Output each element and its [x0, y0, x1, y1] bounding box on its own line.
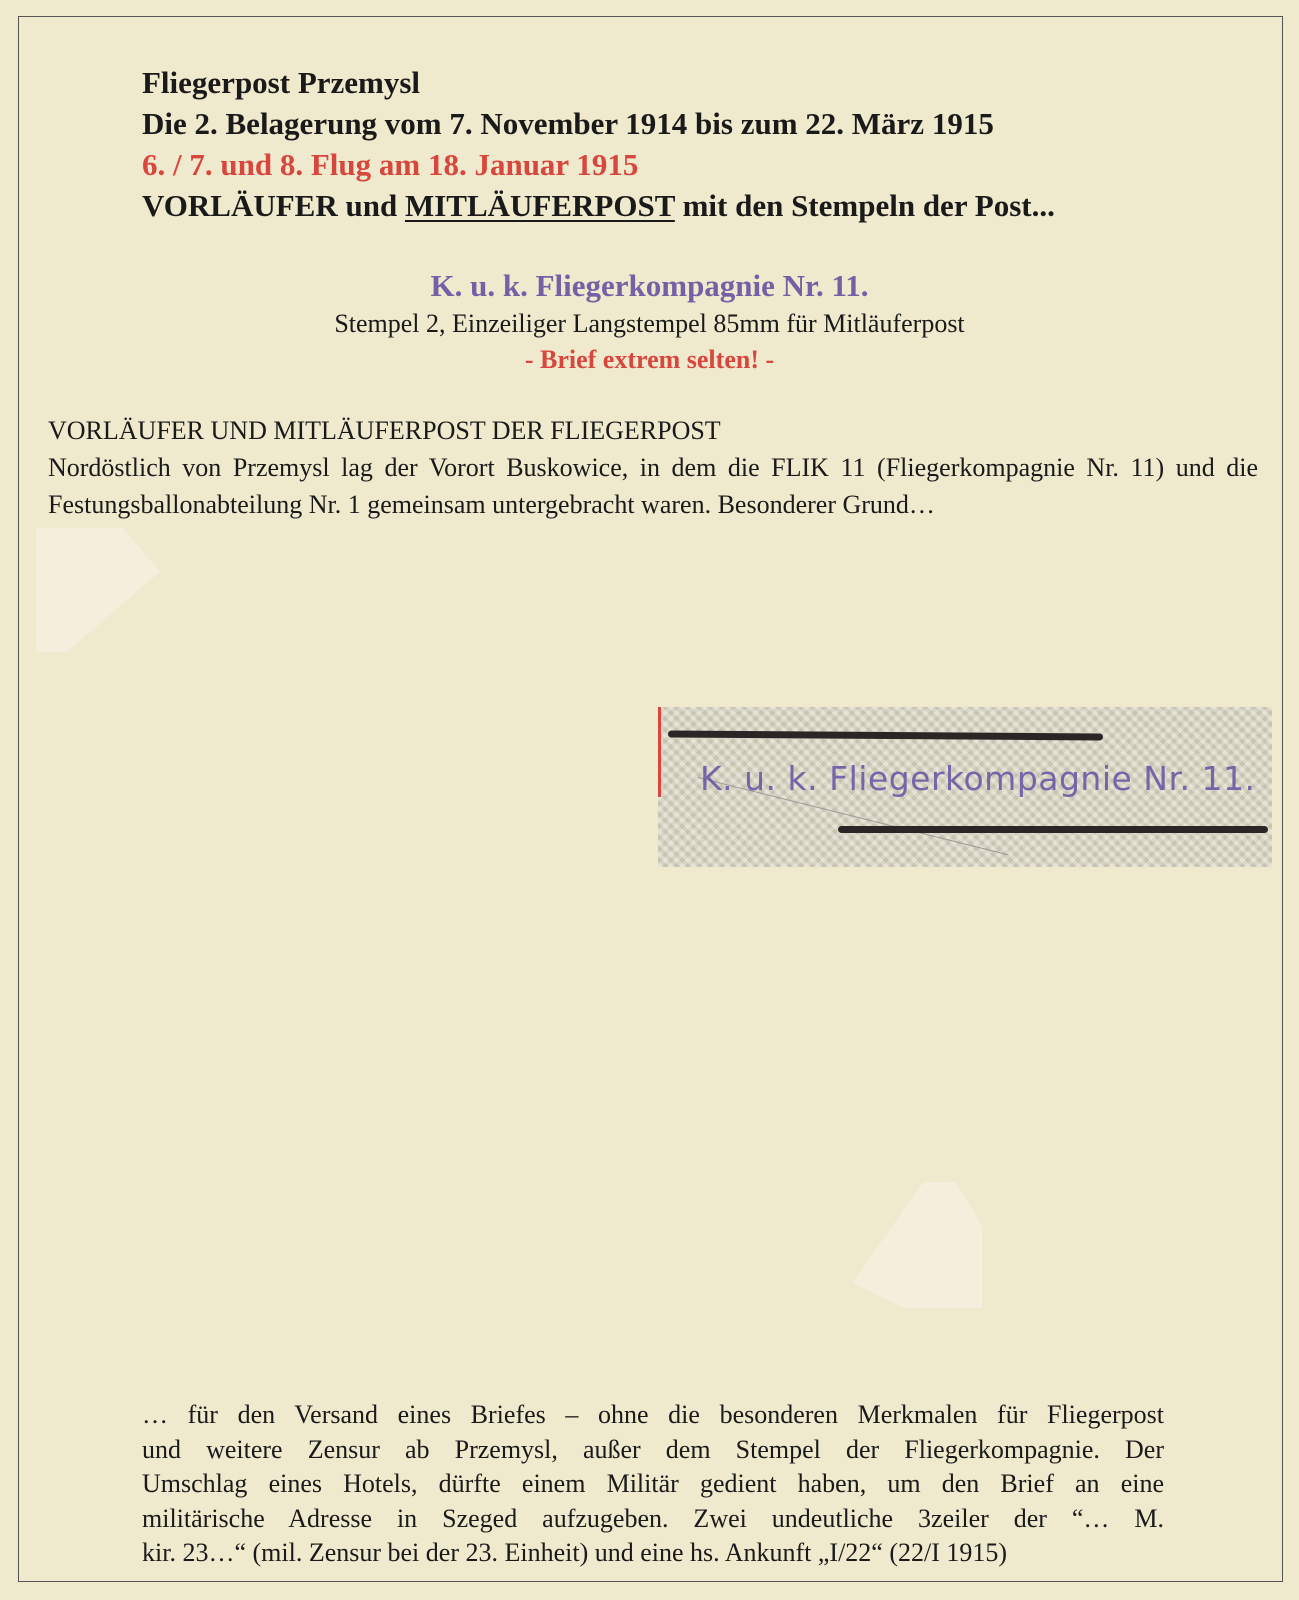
description-line: … für den Versand eines Briefes – ohne die besonderen Merkmalen für Fliegerpost: [142, 1400, 1164, 1429]
page-header: [142, 62, 1055, 226]
intro-heading: VORLÄUFER UND MITLÄUFERPOST DER FLIEGERPOST: [48, 416, 721, 445]
page-subtitle: Die 2. Belagerung vom 7. November 1914 bis zum 22. März 1915: [142, 106, 994, 141]
post-type-line: [142, 185, 1055, 226]
stamp-subtitle: Stempel 2, Einzeiliger Langstempel 85mm für Mitläuferpost: [334, 309, 965, 338]
description-line: kir. 23…“ (mil. Zensur bei der 23. Einheit) und eine hs. Ankunft „I/22“ (22/I 1915): [142, 1538, 1008, 1567]
page-title: Fliegerpost Przemysl: [142, 65, 421, 100]
post-type-prefix: VORLÄUFER und: [142, 188, 405, 223]
description-line: und weitere Zensur ab Przemysl, außer dem Stempel der Fliegerkompagnie. Der: [142, 1434, 1164, 1464]
description-line: militärische Adresse in Szeged aufzugeben. Zwei undeutliche 3zeiler der “… M.: [142, 1503, 1164, 1533]
red-border-fragment: [658, 707, 661, 797]
fliegerkompagnie-stamp: K. u. k. Fliegerkompagnie Nr. 11.: [700, 759, 1256, 798]
envelope-cutout: [658, 707, 1272, 867]
post-type-underlined: MITLÄUFERPOST: [404, 188, 675, 223]
rarity-note: - Brief extrem selten! -: [524, 345, 775, 374]
unit-title: K. u. k. Fliegerkompagnie Nr. 11.: [430, 268, 869, 303]
stamp-description: [0, 266, 1299, 378]
intro-section: [48, 412, 1258, 523]
cancel-bar-top: [668, 730, 1103, 740]
intro-body: Nordöstlich von Przemysl lag der Vorort Buskowice, in dem die FLIK 11 (Fliegerkompagnie Nr. 11) und die Festungsballonabteilung Nr. 1 gemeinsam untergebracht waren. Besonderer Grund…: [48, 453, 1258, 519]
post-type-suffix: mit den Stempeln der Post...: [674, 188, 1055, 223]
description-line: Umschlag eines Hotels, dürfte einem Militär gedient haben, um den Brief an eine: [142, 1469, 1164, 1498]
flight-date-line: 6. / 7. und 8. Flug am 18. Januar 1915: [142, 147, 639, 182]
description-text: [142, 1398, 1164, 1571]
cancel-bar-bottom: [838, 826, 1268, 833]
